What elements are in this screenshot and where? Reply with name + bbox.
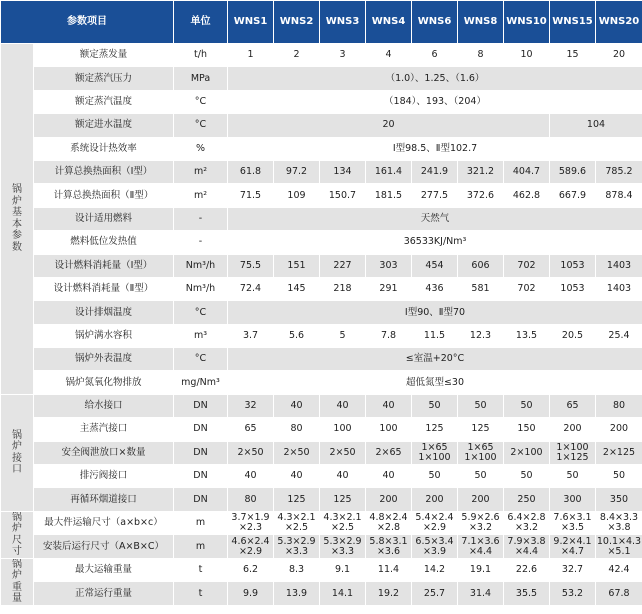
header-model: WNS1 [228, 1, 274, 44]
cell-value-line: 8.4×3.3 [599, 512, 639, 524]
cell-merged: ≤室温+20°C [228, 348, 642, 371]
cell-value-line: ×3.6 [376, 545, 401, 557]
cell-value-line: ×3.3 [330, 545, 355, 557]
cell-value-line: 3.7×1.9 [231, 512, 270, 524]
cell-value: 14.1 [320, 582, 366, 606]
row-name: 设计排烟温度 [34, 301, 174, 324]
cell-value: 125 [412, 418, 458, 441]
table-row [1, 207, 642, 230]
cell-value: 145 [274, 277, 320, 300]
cell-value: 7.8 [366, 324, 412, 347]
cell-value: 100 [320, 418, 366, 441]
cell-value: 13.5 [504, 324, 550, 347]
cell-value: 436 [412, 277, 458, 300]
cell-value: 50 [504, 394, 550, 417]
cell-value: 200 [412, 488, 458, 511]
cell-value: 4 [366, 44, 412, 67]
cell-value: 125 [274, 488, 320, 511]
cell-value-line: ×3.3 [284, 545, 309, 557]
cell-value-line: ×4.4 [514, 545, 539, 557]
cell-value: 785.2 [596, 160, 642, 183]
table-row [1, 348, 642, 371]
row-name: 额定蒸汽压力 [34, 67, 174, 90]
row-unit: MPa [174, 67, 228, 90]
table-row [1, 184, 642, 207]
cell-value [412, 511, 458, 535]
cell-value: 227 [320, 254, 366, 277]
cell-value-line: 7.6×3.1 [553, 512, 592, 524]
cell-value: 2×50 [274, 441, 320, 464]
cell-value-line: 1×125 [556, 451, 589, 463]
cell-value: 50 [458, 394, 504, 417]
row-name: 给水接口 [34, 394, 174, 417]
cell-value [596, 535, 642, 559]
cell-value: 241.9 [412, 160, 458, 183]
row-unit: t [174, 582, 228, 606]
cell-value-line: 4.8×2.4 [369, 512, 408, 524]
cell-value-line: 4.3×2.1 [277, 512, 316, 524]
cell-value [412, 441, 458, 464]
cell-value: 12.3 [458, 324, 504, 347]
header-param: 参数项目 [1, 1, 174, 44]
table-row [1, 441, 642, 464]
cell-value-line: 1×100 [418, 451, 451, 463]
table-row [1, 371, 642, 394]
cell-value: 321.2 [458, 160, 504, 183]
header-model: WNS10 [504, 1, 550, 44]
cell-merged: （184）、193、（204） [228, 90, 642, 113]
row-name: 锅炉外表温度 [34, 348, 174, 371]
cell-value [320, 511, 366, 535]
cell-value: 9.1 [320, 558, 366, 582]
row-name: 排污阀接口 [34, 465, 174, 488]
cell-value: 65 [550, 394, 596, 417]
row-unit: - [174, 207, 228, 230]
cell-value: 150 [504, 418, 550, 441]
cell-value: 50 [504, 465, 550, 488]
cell-value: 75.5 [228, 254, 274, 277]
table-row [1, 488, 642, 511]
cell-merged: Ⅰ型90、Ⅱ型70 [228, 301, 642, 324]
row-unit: mg/Nm³ [174, 371, 228, 394]
cell-value [458, 535, 504, 559]
cell-value: 20.5 [550, 324, 596, 347]
cell-value: 32 [228, 394, 274, 417]
cell-value-line: 1×100 [556, 441, 589, 453]
cell-value: 200 [596, 418, 642, 441]
cell-value-line: ×3.2 [514, 522, 539, 534]
header-model: WNS3 [320, 1, 366, 44]
row-name: 安全阀泄放口×数量 [34, 441, 174, 464]
cell-value: 50 [412, 394, 458, 417]
header-model: WNS6 [412, 1, 458, 44]
cell-value [458, 511, 504, 535]
row-name: 额定蒸汽温度 [34, 90, 174, 113]
cell-value: 350 [596, 488, 642, 511]
cell-value: 40 [320, 394, 366, 417]
cell-value: 291 [366, 277, 412, 300]
cell-value [320, 535, 366, 559]
cell-value: 2×100 [504, 441, 550, 464]
table-row [1, 114, 642, 137]
row-unit: m [174, 535, 228, 559]
cell-value [366, 535, 412, 559]
cell-value: 50 [596, 465, 642, 488]
cell-value [274, 511, 320, 535]
cell-value: 9.9 [228, 582, 274, 606]
cell-value-line: 5.3×2.9 [323, 535, 362, 547]
cell-value-line: ×3.8 [607, 522, 631, 534]
row-unit: DN [174, 441, 228, 464]
cell-value: 878.4 [596, 184, 642, 207]
cell-value-line: 6.4×2.8 [507, 512, 546, 524]
row-name: 再循环烟道接口 [34, 488, 174, 511]
row-unit: Nm³/h [174, 277, 228, 300]
cell-merged: （1.0）、1.25、（1.6） [228, 67, 642, 90]
cell-value: 80 [274, 418, 320, 441]
cell-value-line: 9.2×4.1 [553, 535, 592, 547]
cell-value-line: 1×100 [464, 451, 497, 463]
cell-value: 6 [412, 44, 458, 67]
group-label-text: 锅炉接口 [12, 429, 22, 476]
table-row [1, 44, 642, 67]
cell-value: 35.5 [504, 582, 550, 606]
row-unit: t [174, 558, 228, 582]
cell-value-line: ×3.9 [422, 545, 447, 557]
table-row [1, 394, 642, 417]
table-row [1, 301, 642, 324]
cell-value: 20 [596, 44, 642, 67]
cell-value: 2×125 [596, 441, 642, 464]
cell-value-line: ×2.5 [330, 522, 355, 534]
cell-value: 1053 [550, 277, 596, 300]
cell-value: 1 [228, 44, 274, 67]
cell-value: 61.8 [228, 160, 274, 183]
cell-merged: Ⅰ型98.5、Ⅱ型102.7 [228, 137, 642, 160]
row-name: 主蒸汽接口 [34, 418, 174, 441]
row-unit: °C [174, 90, 228, 113]
cell-merged: 20 [228, 114, 550, 137]
row-unit: Nm³/h [174, 254, 228, 277]
cell-value: 25.7 [412, 582, 458, 606]
cell-merged: 104 [550, 114, 642, 137]
group-label [1, 44, 34, 395]
cell-value: 3.7 [228, 324, 274, 347]
cell-value: 125 [320, 488, 366, 511]
cell-value: 2 [274, 44, 320, 67]
cell-value: 151 [274, 254, 320, 277]
cell-value: 8.3 [274, 558, 320, 582]
cell-value-line: ×2.3 [238, 522, 263, 534]
cell-merged: 36533KJ/Nm³ [228, 231, 642, 254]
cell-value: 200 [550, 418, 596, 441]
cell-value: 40 [274, 394, 320, 417]
cell-value: 250 [504, 488, 550, 511]
cell-value: 71.5 [228, 184, 274, 207]
row-name: 最大运输重量 [34, 558, 174, 582]
cell-value: 25.4 [596, 324, 642, 347]
row-name: 燃料低位发热值 [34, 231, 174, 254]
cell-value [228, 511, 274, 535]
cell-value: 65 [228, 418, 274, 441]
cell-merged: 天然气 [228, 207, 642, 230]
cell-value-line: ×4.4 [468, 545, 493, 557]
cell-value: 218 [320, 277, 366, 300]
cell-value-line: ×3.5 [560, 522, 585, 534]
row-name: 系统设计热效率 [34, 137, 174, 160]
cell-value: 19.1 [458, 558, 504, 582]
cell-value: 67.8 [596, 582, 642, 606]
cell-value: 2×50 [320, 441, 366, 464]
group-label [1, 511, 34, 558]
row-unit: °C [174, 301, 228, 324]
cell-value-line: 5.8×3.1 [369, 535, 408, 547]
cell-value: 40 [228, 465, 274, 488]
cell-value [412, 535, 458, 559]
cell-value: 22.6 [504, 558, 550, 582]
row-unit: - [174, 231, 228, 254]
cell-value [458, 441, 504, 464]
table-row [1, 90, 642, 113]
row-unit: °C [174, 348, 228, 371]
header-model: WNS2 [274, 1, 320, 44]
cell-value: 40 [274, 465, 320, 488]
header-model: WNS20 [596, 1, 642, 44]
table-row [1, 418, 642, 441]
row-unit: % [174, 137, 228, 160]
cell-value: 589.6 [550, 160, 596, 183]
cell-value: 32.7 [550, 558, 596, 582]
cell-value: 702 [504, 254, 550, 277]
cell-value: 404.7 [504, 160, 550, 183]
table-row [1, 324, 642, 347]
row-name: 额定进水温度 [34, 114, 174, 137]
table-row [1, 254, 642, 277]
table-row [1, 465, 642, 488]
cell-value-line: 4.6×2.4 [231, 535, 270, 547]
header-model: WNS8 [458, 1, 504, 44]
cell-value: 53.2 [550, 582, 596, 606]
cell-value [504, 511, 550, 535]
cell-value: 15 [550, 44, 596, 67]
cell-value [596, 511, 642, 535]
cell-value: 277.5 [412, 184, 458, 207]
row-name: 正常运行重量 [34, 582, 174, 606]
row-unit: m [174, 511, 228, 535]
cell-value-line: ×3.2 [468, 522, 493, 534]
table-row [1, 558, 642, 582]
row-name: 设计适用燃料 [34, 207, 174, 230]
cell-value: 1403 [596, 277, 642, 300]
row-unit: DN [174, 394, 228, 417]
cell-value: 150.7 [320, 184, 366, 207]
cell-value-line: 5.9×2.6 [461, 512, 500, 524]
cell-value-line: ×2.9 [238, 545, 263, 557]
cell-value: 2×65 [366, 441, 412, 464]
header-row [1, 1, 642, 44]
cell-value: 10 [504, 44, 550, 67]
cell-value-line: 7.9×3.8 [507, 535, 546, 547]
cell-value-line: ×2.9 [422, 522, 447, 534]
table-row [1, 277, 642, 300]
cell-value: 40 [366, 465, 412, 488]
cell-value: 667.9 [550, 184, 596, 207]
cell-value-line: 4.3×2.1 [323, 512, 362, 524]
row-unit: °C [174, 114, 228, 137]
row-name: 设计燃料消耗量（Ⅱ型） [34, 277, 174, 300]
cell-value [550, 511, 596, 535]
cell-value: 11.5 [412, 324, 458, 347]
row-name: 计算总换热面积（Ⅰ型） [34, 160, 174, 183]
cell-value-line: ×4.7 [560, 545, 585, 557]
row-unit: t/h [174, 44, 228, 67]
cell-value [550, 535, 596, 559]
cell-value: 8 [458, 44, 504, 67]
cell-value: 125 [458, 418, 504, 441]
row-unit: DN [174, 465, 228, 488]
group-label [1, 394, 34, 511]
table-row [1, 137, 642, 160]
cell-value: 14.2 [412, 558, 458, 582]
cell-value: 40 [320, 465, 366, 488]
cell-merged: 超低氮型≤30 [228, 371, 642, 394]
row-unit: m² [174, 160, 228, 183]
row-unit: DN [174, 418, 228, 441]
group-label-text: 锅炉重量 [12, 558, 22, 605]
row-name: 额定蒸发量 [34, 44, 174, 67]
cell-value: 40 [366, 394, 412, 417]
row-unit: m² [174, 184, 228, 207]
cell-value: 372.6 [458, 184, 504, 207]
row-name: 最大件运输尺寸（a×b×c） [34, 511, 174, 535]
cell-value: 1403 [596, 254, 642, 277]
cell-value: 2×50 [228, 441, 274, 464]
cell-value [274, 535, 320, 559]
cell-value: 454 [412, 254, 458, 277]
cell-value: 581 [458, 277, 504, 300]
row-unit: m³ [174, 324, 228, 347]
table-row [1, 231, 642, 254]
cell-value: 42.4 [596, 558, 642, 582]
header-model: WNS4 [366, 1, 412, 44]
cell-value: 72.4 [228, 277, 274, 300]
cell-value: 97.2 [274, 160, 320, 183]
cell-value: 13.9 [274, 582, 320, 606]
cell-value: 606 [458, 254, 504, 277]
group-label-text: 锅炉尺寸 [12, 511, 22, 558]
cell-value: 11.4 [366, 558, 412, 582]
cell-value-line: 10.1×4.3 [596, 535, 642, 547]
cell-value: 5 [320, 324, 366, 347]
cell-value-line: ×2.8 [376, 522, 401, 534]
cell-value: 1053 [550, 254, 596, 277]
cell-value: 134 [320, 160, 366, 183]
cell-value: 31.4 [458, 582, 504, 606]
row-name: 锅炉氮氧化物排放 [34, 371, 174, 394]
cell-value: 80 [596, 394, 642, 417]
table-row [1, 511, 642, 535]
cell-value-line: 1×65 [421, 441, 448, 453]
table-row [1, 67, 642, 90]
cell-value: 50 [550, 465, 596, 488]
cell-value [366, 511, 412, 535]
cell-value: 100 [366, 418, 412, 441]
cell-value-line: 5.4×2.4 [415, 512, 454, 524]
cell-value: 161.4 [366, 160, 412, 183]
cell-value: 200 [458, 488, 504, 511]
cell-value: 200 [366, 488, 412, 511]
header-model: WNS15 [550, 1, 596, 44]
table-row [1, 535, 642, 559]
cell-value [550, 441, 596, 464]
cell-value: 462.8 [504, 184, 550, 207]
cell-value [228, 535, 274, 559]
cell-value: 702 [504, 277, 550, 300]
cell-value: 80 [228, 488, 274, 511]
cell-value: 5.6 [274, 324, 320, 347]
cell-value: 3 [320, 44, 366, 67]
row-name: 计算总换热面积（Ⅱ型） [34, 184, 174, 207]
cell-value: 300 [550, 488, 596, 511]
table-row [1, 582, 642, 606]
cell-value-line: 5.3×2.9 [277, 535, 316, 547]
cell-value-line: 6.5×3.4 [415, 535, 454, 547]
cell-value-line: 7.1×3.6 [461, 535, 500, 547]
group-label [1, 558, 34, 605]
row-name: 安装后运行尺寸（A×B×C） [34, 535, 174, 559]
cell-value: 6.2 [228, 558, 274, 582]
row-name: 锅炉满水容积 [34, 324, 174, 347]
cell-value: 181.5 [366, 184, 412, 207]
cell-value: 109 [274, 184, 320, 207]
row-unit: DN [174, 488, 228, 511]
cell-value-line: ×5.1 [607, 545, 631, 557]
cell-value [504, 535, 550, 559]
cell-value: 50 [412, 465, 458, 488]
cell-value: 19.2 [366, 582, 412, 606]
table-row [1, 160, 642, 183]
cell-value-line: 1×65 [467, 441, 494, 453]
cell-value: 303 [366, 254, 412, 277]
cell-value-line: ×2.5 [284, 522, 309, 534]
header-unit: 单位 [174, 1, 228, 44]
cell-value: 50 [458, 465, 504, 488]
row-name: 设计燃料消耗量（Ⅰ型） [34, 254, 174, 277]
group-label-text: 锅炉基本参数 [12, 184, 22, 253]
